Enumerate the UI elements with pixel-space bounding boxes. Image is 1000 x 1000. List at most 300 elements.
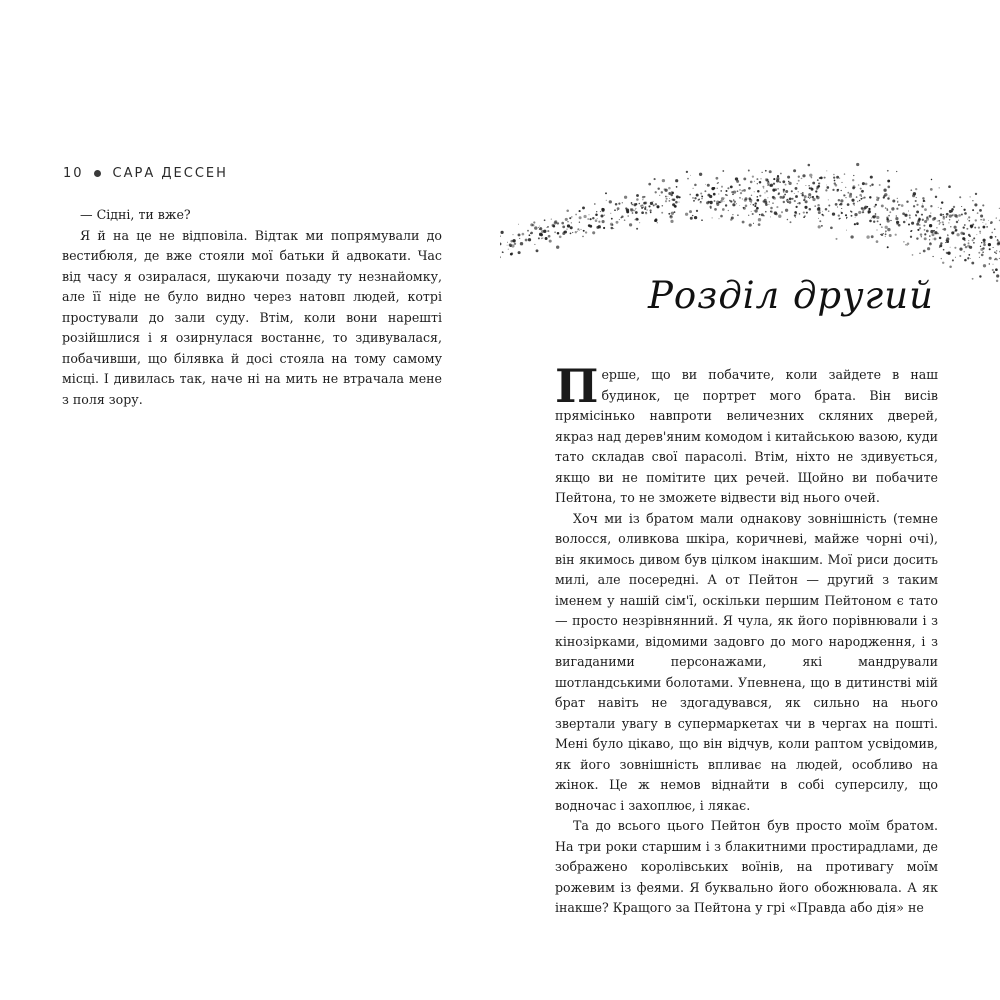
ink-speck xyxy=(851,215,853,217)
ink-speck xyxy=(598,221,600,223)
ink-speck xyxy=(766,190,768,192)
ink-speck xyxy=(833,176,835,178)
ink-speck xyxy=(636,198,639,201)
ink-speck xyxy=(956,233,959,236)
ink-speck xyxy=(802,174,805,177)
ink-speck xyxy=(875,213,877,215)
ink-speck xyxy=(615,203,618,206)
ink-speck xyxy=(707,184,710,187)
ink-speck xyxy=(661,212,663,214)
ink-speck xyxy=(671,191,672,192)
ink-speck xyxy=(851,199,854,202)
ink-speck xyxy=(571,216,573,218)
ink-speck xyxy=(918,219,921,222)
ink-speck xyxy=(979,275,981,277)
ink-speck xyxy=(751,202,752,203)
ink-speck xyxy=(665,196,667,198)
ink-speck xyxy=(862,211,864,213)
ink-speck xyxy=(804,215,806,217)
ink-speck xyxy=(639,222,640,223)
ink-speck xyxy=(895,234,897,236)
ink-speck xyxy=(869,220,872,223)
ink-speck xyxy=(976,234,977,235)
ink-speck xyxy=(596,211,597,212)
ink-speck xyxy=(572,232,573,233)
ink-speck xyxy=(782,180,785,183)
ink-speck xyxy=(811,177,813,179)
ink-speck xyxy=(605,192,607,194)
ink-speck xyxy=(993,247,994,248)
ink-speck xyxy=(750,204,751,205)
ink-speck xyxy=(610,213,611,214)
ink-speck xyxy=(648,183,651,186)
ink-speck xyxy=(864,197,866,199)
ink-speck xyxy=(794,211,797,214)
paragraph xyxy=(555,359,938,509)
ink-speck xyxy=(770,216,771,217)
ink-speck xyxy=(510,240,513,243)
ink-speck xyxy=(937,221,938,222)
ink-speck xyxy=(748,187,751,190)
ink-speck xyxy=(519,238,520,239)
ink-speck xyxy=(808,196,809,197)
ink-speck xyxy=(931,179,932,180)
ink-speck xyxy=(737,190,739,192)
ink-speck xyxy=(942,221,944,223)
ink-speck xyxy=(855,217,856,218)
ink-speck xyxy=(732,203,735,206)
ink-speck xyxy=(641,207,643,209)
ink-speck xyxy=(916,204,918,206)
ink-speck xyxy=(870,176,873,179)
ink-speck xyxy=(554,231,556,233)
ink-speck xyxy=(993,264,994,265)
ink-speck xyxy=(821,225,823,227)
ink-speck xyxy=(735,177,738,180)
ink-speck xyxy=(561,222,564,225)
ink-speck xyxy=(533,221,535,223)
ink-speck xyxy=(910,236,912,238)
ink-speck xyxy=(898,204,900,206)
ink-speck xyxy=(980,248,983,251)
ink-speck xyxy=(630,208,633,211)
ink-speck xyxy=(819,210,820,211)
ink-speck xyxy=(665,200,667,202)
ink-speck xyxy=(887,246,889,248)
ink-speck xyxy=(898,224,901,227)
ink-speck xyxy=(714,200,716,202)
ink-speck xyxy=(942,262,944,264)
ink-speck xyxy=(794,200,796,202)
ink-speck xyxy=(633,210,634,211)
ink-speck xyxy=(915,200,917,202)
ink-speck xyxy=(824,177,826,179)
ink-speck xyxy=(980,214,983,217)
ink-speck xyxy=(768,184,769,185)
ink-speck xyxy=(701,197,703,199)
ink-speck xyxy=(787,219,789,221)
ink-speck xyxy=(871,183,873,185)
ink-speck xyxy=(941,258,942,259)
ink-speck xyxy=(995,268,998,271)
ink-speck xyxy=(997,239,999,241)
ink-speck xyxy=(881,234,884,237)
ink-speck xyxy=(886,217,888,219)
ink-speck xyxy=(751,199,752,200)
ink-speck xyxy=(654,219,657,222)
ink-speck xyxy=(889,195,890,196)
ink-speck xyxy=(897,201,898,202)
ink-speck xyxy=(530,223,533,226)
ink-speck xyxy=(776,206,778,208)
ink-speck xyxy=(896,171,897,172)
ink-speck xyxy=(862,197,863,198)
ink-speck xyxy=(939,237,942,240)
ink-speck xyxy=(575,214,577,216)
ink-speck xyxy=(887,186,890,189)
ink-speck xyxy=(820,177,823,180)
ink-speck xyxy=(724,198,725,199)
ink-speck xyxy=(868,210,871,213)
ink-speck xyxy=(664,188,666,190)
ink-speck xyxy=(912,194,915,197)
ink-speck xyxy=(642,199,643,200)
ink-speck xyxy=(525,239,528,242)
ink-speck xyxy=(809,174,812,177)
ink-speck xyxy=(759,214,761,216)
ink-speck xyxy=(841,190,842,191)
ink-speck xyxy=(626,210,629,213)
ink-speck xyxy=(979,257,980,258)
ink-speck xyxy=(840,199,843,202)
ink-speck xyxy=(750,181,753,184)
ink-speck xyxy=(980,219,981,220)
ink-speck xyxy=(596,226,599,229)
ink-speck xyxy=(739,184,741,186)
ink-speck xyxy=(783,201,785,203)
ink-speck xyxy=(730,186,733,189)
ink-speck xyxy=(611,227,614,230)
ink-speck xyxy=(657,222,658,223)
ink-speck xyxy=(742,221,745,224)
ink-speck xyxy=(686,171,688,173)
ink-speck xyxy=(818,211,821,214)
ink-speck xyxy=(793,169,796,172)
ink-speck xyxy=(963,243,966,246)
ink-speck xyxy=(845,214,847,216)
ink-speck xyxy=(728,210,729,211)
ink-speck xyxy=(964,212,967,215)
ink-speck xyxy=(919,227,921,229)
ink-speck xyxy=(966,228,968,230)
ink-speck xyxy=(857,201,858,202)
ink-speck xyxy=(980,246,981,247)
paragraph: Хоч ми із братом мали однакову зовнішність (темне волосся, оливкова шкіра, коричневі, майже чорні очі), він якимось дивом був цілком інакшим. Мої риси досить милі, але посередні. А от Пейтон — другий з таким іменем у нашій сім'ї, оскільки першим Пейтоном є тато — просто незрівнянний. Я чула, як його порівнювали і з кінозірками, відомими задовго до мого народження, і з вигаданими персонажами, які мандрували шотландськими болотами. Упевнена, що в дитинстві мій брат навіть не здогадувався, як сильно на нього звертали увагу в супермаркетах чи в чергах на пошті. Мені було цікаво, що він відчув, коли раптом усвідомив, як його зовнішність впливає на людей, особливо на жінок. Це ж немов віднайти в собі суперсилу, що водночас і захоплює, і лякає. xyxy=(555,510,938,813)
ink-speck xyxy=(649,209,651,211)
ink-speck xyxy=(709,201,712,204)
ink-speck xyxy=(627,215,629,217)
ink-speck xyxy=(562,226,565,229)
ink-speck xyxy=(844,173,845,174)
ink-speck xyxy=(644,208,646,210)
ink-speck xyxy=(655,203,657,205)
ink-speck xyxy=(968,240,969,241)
ink-speck xyxy=(856,163,859,166)
ink-speck xyxy=(804,198,806,200)
ink-speck xyxy=(837,206,838,207)
ink-speck xyxy=(990,221,993,224)
ink-speck xyxy=(758,223,761,226)
ink-speck xyxy=(753,223,754,224)
ink-speck xyxy=(718,182,719,183)
ink-speck xyxy=(694,216,697,219)
ink-speck xyxy=(826,170,827,171)
ink-speck xyxy=(872,215,875,218)
ink-speck xyxy=(949,266,952,269)
ink-speck xyxy=(819,220,821,222)
ink-speck xyxy=(671,192,674,195)
ink-speck xyxy=(787,201,789,203)
ink-speck xyxy=(594,203,596,205)
ink-speck xyxy=(968,254,970,256)
paragraph: Я й на це не відповіла. Відтак ми попрямували до вестибюля, де вже стояли мої батьки й адвокати. Час від часу я озиралася, шукаючи позаду ту незнайомку, але її ніде не було видно через натовп людей, котрі простували до зали суду. Втім, коли вони нарешті розійшлися і я озирнулася востаннє, то здивувалася, побачивши, що білявка й досі стояла на тому самому місці. І дивилась так, наче ні на мить не втрачала мене з поля зору. xyxy=(62,227,442,407)
ink-speck xyxy=(830,226,833,229)
ink-speck xyxy=(540,227,541,228)
ink-speck xyxy=(933,217,936,220)
ink-speck xyxy=(799,213,801,215)
ink-speck xyxy=(534,226,537,229)
ink-speck xyxy=(671,194,673,196)
ink-speck xyxy=(662,179,665,182)
ink-speck xyxy=(940,208,942,210)
ink-speck xyxy=(742,199,743,200)
ink-speck xyxy=(737,214,739,216)
ink-speck xyxy=(722,208,725,211)
ink-speck xyxy=(834,182,836,184)
ink-speck xyxy=(613,228,614,229)
ink-speck xyxy=(798,176,800,178)
ink-speck xyxy=(958,214,961,217)
ink-speck xyxy=(854,213,857,216)
ink-speck xyxy=(716,177,719,180)
ink-speck xyxy=(794,214,796,216)
ink-speck xyxy=(959,248,962,251)
ink-speck xyxy=(707,194,710,197)
ink-speck xyxy=(739,205,740,206)
ink-speck xyxy=(992,269,994,271)
ink-speck xyxy=(775,213,778,216)
ink-speck xyxy=(559,235,562,238)
ink-speck xyxy=(852,179,854,181)
ink-speck xyxy=(597,218,598,219)
ink-speck xyxy=(763,188,764,189)
ink-speck xyxy=(511,252,513,254)
ink-speck xyxy=(694,197,696,199)
ink-speck xyxy=(828,205,830,207)
ink-speck xyxy=(641,204,643,206)
ink-speck xyxy=(826,185,827,186)
ink-speck xyxy=(783,195,786,198)
ink-speck xyxy=(752,175,754,177)
ink-speck xyxy=(557,222,559,224)
ink-speck xyxy=(624,196,627,199)
ink-speck xyxy=(778,193,780,195)
ink-speck xyxy=(964,259,967,262)
ink-speck xyxy=(835,238,837,240)
ink-speck xyxy=(949,219,950,220)
ink-speck xyxy=(881,204,884,207)
ink-speck xyxy=(946,252,948,254)
ink-speck xyxy=(501,231,504,234)
ink-speck xyxy=(919,224,920,225)
ink-speck xyxy=(769,170,772,173)
ink-speck xyxy=(773,178,775,180)
ink-speck xyxy=(964,239,966,241)
ink-speck xyxy=(645,212,646,213)
ink-speck xyxy=(804,195,807,198)
ink-speck xyxy=(945,242,946,243)
ink-speck xyxy=(730,200,732,202)
ink-speck xyxy=(785,209,788,212)
ink-speck xyxy=(818,182,820,184)
ink-speck xyxy=(953,206,955,208)
ink-speck xyxy=(942,229,943,230)
ink-speck xyxy=(817,179,819,181)
ink-speck xyxy=(903,221,906,224)
ink-speck xyxy=(889,234,892,237)
ink-speck xyxy=(798,202,800,204)
ink-speck xyxy=(916,237,918,239)
ink-speck xyxy=(762,172,763,173)
ink-speck xyxy=(972,209,974,211)
ink-speck xyxy=(802,192,804,194)
ink-speck xyxy=(989,257,992,260)
ink-speck xyxy=(907,242,910,245)
ink-speck xyxy=(930,205,932,207)
ink-speck xyxy=(978,252,980,254)
ink-speck xyxy=(959,196,961,198)
ink-speck xyxy=(951,210,953,212)
ink-speck xyxy=(847,203,850,206)
ink-speck xyxy=(938,220,940,222)
ink-speck xyxy=(822,214,824,216)
ink-speck xyxy=(553,225,556,228)
ink-speck xyxy=(835,203,838,206)
ink-speck xyxy=(646,209,647,210)
ink-speck xyxy=(922,197,924,199)
ink-speck xyxy=(888,215,890,217)
ink-speck xyxy=(645,206,646,207)
ink-speck xyxy=(919,253,920,254)
ink-speck xyxy=(514,243,516,245)
ink-speck xyxy=(808,164,811,167)
ink-speck xyxy=(883,233,884,234)
ink-speck xyxy=(943,249,945,251)
ink-speck xyxy=(897,198,898,199)
ink-speck xyxy=(753,204,755,206)
ink-speck xyxy=(631,202,633,204)
ink-speck xyxy=(879,184,881,186)
ink-speck xyxy=(973,237,975,239)
ink-speck xyxy=(926,216,928,218)
ink-speck xyxy=(946,240,949,243)
ink-speck xyxy=(983,219,986,222)
ink-speck xyxy=(635,211,638,214)
ink-speck xyxy=(551,219,552,220)
ink-speck xyxy=(579,222,580,223)
ink-speck xyxy=(545,237,548,240)
ink-speck xyxy=(716,203,719,206)
ink-speck xyxy=(922,219,924,221)
ink-speck xyxy=(798,191,799,192)
ink-speck xyxy=(874,206,876,208)
ink-speck xyxy=(718,193,719,194)
ink-speck xyxy=(706,201,709,204)
ink-speck xyxy=(732,193,734,195)
ink-speck xyxy=(801,178,802,179)
ink-speck xyxy=(538,237,540,239)
ink-speck xyxy=(889,211,891,213)
ink-speck xyxy=(787,176,790,179)
ink-speck xyxy=(963,226,965,228)
ink-speck xyxy=(995,236,996,237)
ink-speck xyxy=(959,255,961,257)
ink-speck xyxy=(873,221,875,223)
ink-speck xyxy=(906,219,907,220)
ink-speck xyxy=(869,196,871,198)
ink-speck xyxy=(876,240,879,243)
ink-speck xyxy=(954,247,956,249)
ink-speck xyxy=(618,203,620,205)
ink-speck xyxy=(814,205,816,207)
ink-speck xyxy=(752,213,754,215)
ink-speck xyxy=(877,220,879,222)
ink-speck xyxy=(557,232,560,235)
ink-speck xyxy=(855,187,856,188)
ink-speck xyxy=(798,180,800,182)
ink-speck xyxy=(759,195,761,197)
ink-speck xyxy=(910,189,912,191)
ink-speck xyxy=(500,242,501,245)
ink-speck xyxy=(720,190,722,192)
ink-speck xyxy=(764,192,765,193)
ink-speck xyxy=(599,227,600,228)
ink-speck xyxy=(650,212,652,214)
ink-speck xyxy=(689,210,692,213)
ink-speck xyxy=(996,274,999,277)
ink-speck xyxy=(965,238,966,239)
ink-speck xyxy=(929,224,932,227)
ink-speck xyxy=(979,209,982,212)
ink-speck xyxy=(745,205,748,208)
ink-speck xyxy=(546,227,547,228)
ink-speck xyxy=(500,235,501,237)
ink-speck xyxy=(770,184,773,187)
ink-speck xyxy=(947,234,948,235)
page-number: 10 xyxy=(63,166,84,181)
ink-speck xyxy=(785,184,787,186)
ink-speck xyxy=(809,198,810,199)
ink-speck xyxy=(654,178,656,180)
ink-speck xyxy=(754,210,755,211)
ink-speck xyxy=(885,207,886,208)
ink-speck xyxy=(797,203,798,204)
ink-speck xyxy=(967,245,970,248)
ink-speck xyxy=(983,239,986,242)
ink-speck xyxy=(969,235,971,237)
ink-speck xyxy=(748,215,749,216)
ink-speck xyxy=(790,221,792,223)
